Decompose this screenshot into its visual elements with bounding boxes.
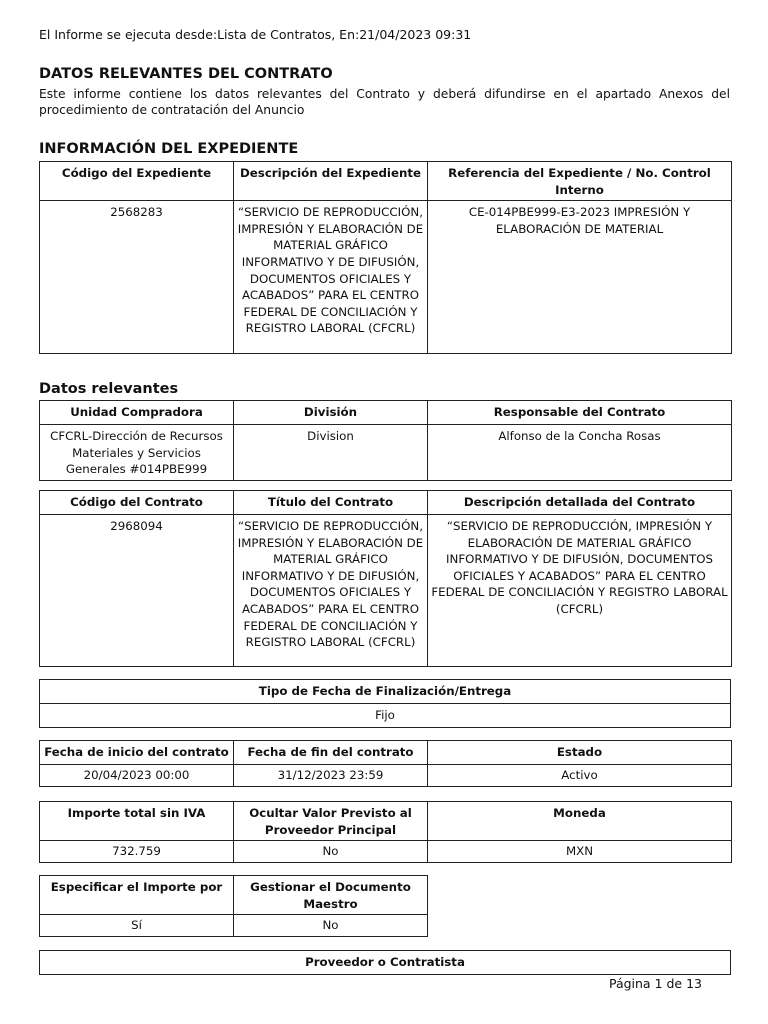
ocultar-valor-value: No: [234, 841, 428, 863]
contrato-table: [39, 490, 732, 667]
estado-value: Activo: [428, 765, 732, 787]
fecha-fin-value: 31/12/2023 23:59: [234, 765, 428, 787]
header-moneda: Moneda: [428, 802, 732, 841]
table-row: [40, 841, 732, 863]
table-row: [40, 201, 732, 354]
header-gestionar-documento: Gestionar el Documento Maestro: [234, 876, 428, 915]
header-codigo-contrato: Código del Contrato: [40, 491, 234, 515]
header-estado: Estado: [428, 741, 732, 765]
header-codigo-expediente: Código del Expediente: [40, 162, 234, 201]
importe-value: 732.759: [40, 841, 234, 863]
intro-paragraph: Este informe contiene los datos relevantes del Contrato y deberá difundirse en el apartado Anexos del procedimiento de contratación del Anuncio: [39, 87, 730, 117]
proveedor-table: [39, 950, 731, 975]
header-referencia-expediente: Referencia del Expediente / No. Control Interno: [428, 162, 732, 201]
codigo-expediente-value: 2568283: [40, 201, 234, 354]
table-header-row: [40, 491, 732, 515]
header-importe: Importe total sin IVA: [40, 802, 234, 841]
table-header-row: [40, 741, 732, 765]
main-title: DATOS RELEVANTES DEL CONTRATO: [39, 66, 333, 82]
table-header-row: [40, 876, 428, 915]
expediente-heading: INFORMACIÓN DEL EXPEDIENTE: [39, 141, 299, 157]
table-row: [40, 425, 732, 481]
table-header-row: [40, 951, 731, 975]
tipo-fecha-table: [39, 679, 731, 728]
table-header-row: [40, 162, 732, 201]
table-row: [40, 515, 732, 667]
header-fecha-inicio: Fecha de inicio del contrato: [40, 741, 234, 765]
unidad-table: [39, 400, 732, 481]
fecha-inicio-value: 20/04/2023 00:00: [40, 765, 234, 787]
header-division: División: [234, 401, 428, 425]
unidad-compradora-value: CFCRL-Dirección de Recursos Materiales y Servicios Generales #014PBE999: [40, 425, 234, 481]
division-value: Division: [234, 425, 428, 481]
header-descripcion-expediente: Descripción del Expediente: [234, 162, 428, 201]
especificar-importe-value: Sí: [40, 915, 234, 937]
codigo-contrato-value: 2968094: [40, 515, 234, 667]
titulo-contrato-value: “SERVICIO DE REPRODUCCIÓN, IMPRESIÓN Y ELABORACIÓN DE MATERIAL GRÁFICO INFORMATIVO Y DE DIFUSIÓN, DOCUMENTOS OFICIALES Y ACABADOS” PARA EL CENTRO FEDERAL DE CONCILIACIÓN Y REGISTRO LABORAL (CFCRL): [234, 515, 428, 667]
header-responsable: Responsable del Contrato: [428, 401, 732, 425]
referencia-expediente-value: CE-014PBE999-E3-2023 IMPRESIÓN Y ELABORACIÓN DE MATERIAL: [428, 201, 732, 354]
page-number: Página 1 de 13: [608, 976, 702, 991]
header-ocultar-valor: Ocultar Valor Previsto al Proveedor Principal: [234, 802, 428, 841]
table-row: [40, 704, 731, 728]
descripcion-expediente-value: “SERVICIO DE REPRODUCCIÓN, IMPRESIÓN Y ELABORACIÓN DE MATERIAL GRÁFICO INFORMATIVO Y DE DIFUSIÓN, DOCUMENTOS OFICIALES Y ACABADOS” PARA EL CENTRO FEDERAL DE CONCILIACIÓN Y REGISTRO LABORAL (CFCRL): [234, 201, 428, 354]
fechas-table: [39, 740, 732, 787]
importe-table: [39, 801, 732, 863]
header-fecha-fin: Fecha de fin del contrato: [234, 741, 428, 765]
header-especificar-importe: Especificar el Importe por: [40, 876, 234, 915]
table-row: [40, 915, 428, 937]
moneda-value: MXN: [428, 841, 732, 863]
header-proveedor: Proveedor o Contratista: [40, 951, 731, 975]
especificar-table: [39, 875, 428, 937]
descripcion-detallada-value: “SERVICIO DE REPRODUCCIÓN, IMPRESIÓN Y ELABORACIÓN DE MATERIAL GRÁFICO INFORMATIVO Y DE DIFUSIÓN, DOCUMENTOS OFICIALES Y ACABADOS” PARA EL CENTRO FEDERAL DE CONCILIACIÓN Y REGISTRO LABORAL (CFCRL): [428, 515, 732, 667]
report-run-info: El Informe se ejecuta desde:Lista de Contratos, En:21/04/2023 09:31: [39, 27, 472, 42]
header-unidad-compradora: Unidad Compradora: [40, 401, 234, 425]
table-header-row: [40, 680, 731, 704]
table-header-row: [40, 802, 732, 841]
gestionar-documento-value: No: [234, 915, 428, 937]
table-row: [40, 765, 732, 787]
datos-relevantes-heading: Datos relevantes: [39, 381, 179, 397]
responsable-value: Alfonso de la Concha Rosas: [428, 425, 732, 481]
header-titulo-contrato: Título del Contrato: [234, 491, 428, 515]
header-descripcion-detallada: Descripción detallada del Contrato: [428, 491, 732, 515]
table-header-row: [40, 401, 732, 425]
tipo-fecha-value: Fijo: [40, 704, 731, 728]
expediente-table: [39, 161, 732, 354]
header-tipo-fecha: Tipo de Fecha de Finalización/Entrega: [40, 680, 731, 704]
